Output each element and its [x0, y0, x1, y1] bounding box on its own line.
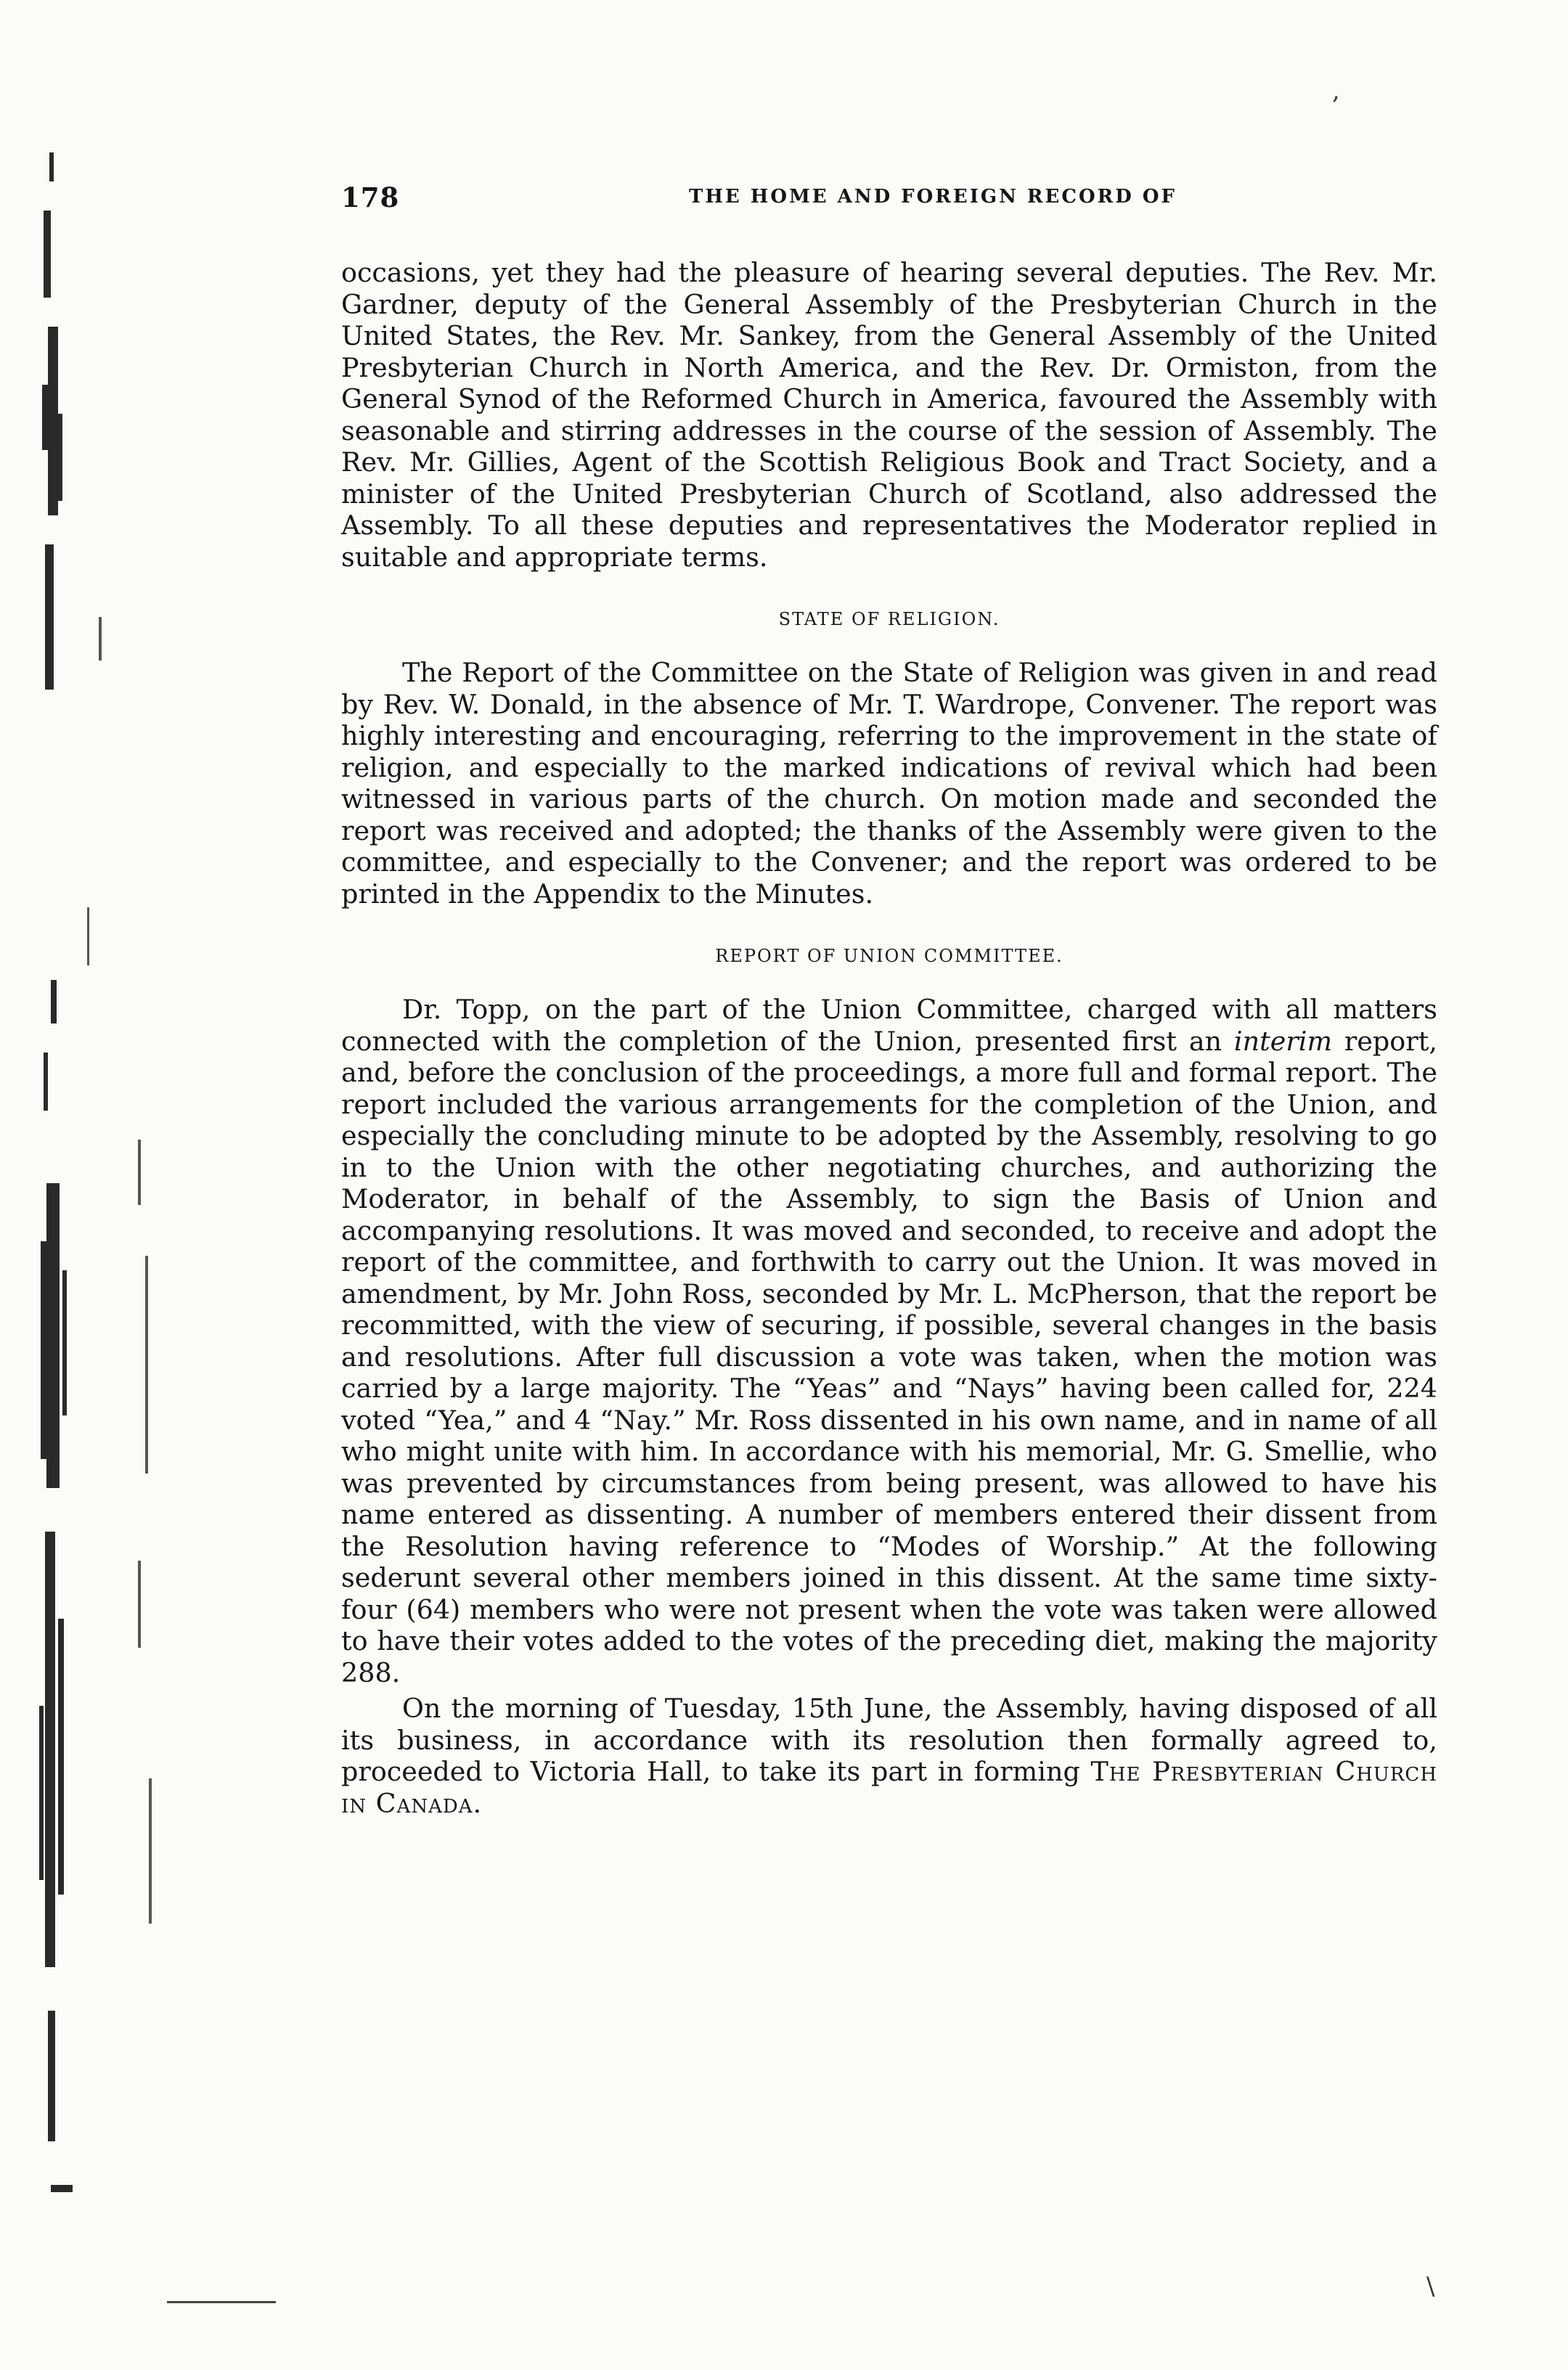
stray-mark-bottom: \ — [1426, 2272, 1435, 2301]
paragraph-union-committee — [341, 994, 1437, 1688]
paragraph-state-of-religion: The Report of the Committee on the State of Religion was given in and read by Rev. W. Donald, in the absence of Mr. T. Wardrope, Convener. The report was highly interesting and encouraging, referring to the improvement in the state of religion, and especially to the marked indications of revival which had been witnessed in various parts of the church. On motion made and seconded the report was received and adopted; the thanks of the Assembly were given to the committee, and especially to the Convener; and the report was ordered to be printed in the Appendix to the Minutes. — [341, 657, 1437, 910]
document-page — [341, 181, 1437, 1819]
union-text-rest: report, and, before the conclusion of the proceedings, a more full and formal report. The report included the various arrangements for the completion of the Union, and especially the concluding minute to be adopted by the Assembly, resolving to go in to the Union with the other negotiating churches, and authorizing the Moderator, in behalf of the Assembly, to sign the Basis of Union and accompanying resolutions. It was moved and seconded, to receive and adopt the report of the committee, and forthwith to carry out the Union. It was moved in amendment, by Mr. John Ross, seconded by Mr. L. McPherson, that the report be recommitted, with the view of securing, if possible, several changes in the basis and resolutions. After full discussion a vote was taken, when the motion was carried by a large majority. The “Yeas” and “Nays” having been called for, 224 voted “Yea,” and 4 “Nay.” Mr. Ross dissented in his own name, and in name of all who might unite with him. In accordance with his memorial, Mr. G. Smellie, who was prevented by circumstances from being present, was allowed to have his name entered as dissenting. A number of members entered their dissent from the Resolution having reference to “Modes of Worship.” At the following sederunt several other members joined in this dissent. At the same time sixty-four (64) members who were not present when the vote was taken were allowed to have their votes added to the votes of the preceding diet, making the majority 288. — [341, 1025, 1437, 1688]
union-text-start: Dr. Topp, on the part of the Union Committee, charged with all matters connected with the completion of the Union, presented first an — [341, 994, 1437, 1057]
heading-state-of-religion: STATE OF RELIGION. — [778, 609, 1000, 629]
italic-interim: interim — [1233, 1025, 1333, 1057]
running-head — [341, 181, 1437, 232]
closing-text: On the morning of Tuesday, 15th June, the Assembly, having disposed of all its business, in accordance with its resolution then formally agreed to, proceeded to Victoria Hall, to take its part in forming — [341, 1693, 1437, 1787]
page-number: 178 — [341, 181, 400, 213]
scan-edge-artifact — [29, 109, 174, 2352]
church-name: The Presbyterian Church in Canada. — [341, 1756, 1437, 1819]
paragraph-deputies: occasions, yet they had the pleasure of hearing several deputies. The Rev. Mr. Gardner, deputy of the General Assembly of the Presbyterian Church in the United States, the Rev. Mr. Sankey, from the General Assembly of the United Presbyterian Church in North America, and the Rev. Dr. Ormiston, from the General Synod of the Reformed Church in America, favoured the Assembly with seasonable and stirring addresses in the course of the session of Assembly. The Rev. Mr. Gillies, Agent of the Scottish Religious Book and Tract Society, and a minister of the United Presbyterian Church of Scotland, also addressed the Assembly. To all these deputies and representatives the Moderator replied in suitable and appropriate terms. — [341, 257, 1437, 573]
bottom-rule-mark — [167, 2301, 276, 2303]
journal-title: THE HOME AND FOREIGN RECORD OF — [689, 186, 1177, 208]
heading-union-committee: REPORT OF UNION COMMITTEE. — [715, 946, 1063, 966]
stray-mark-top: , — [1332, 76, 1340, 105]
paragraph-closing — [341, 1693, 1437, 1819]
